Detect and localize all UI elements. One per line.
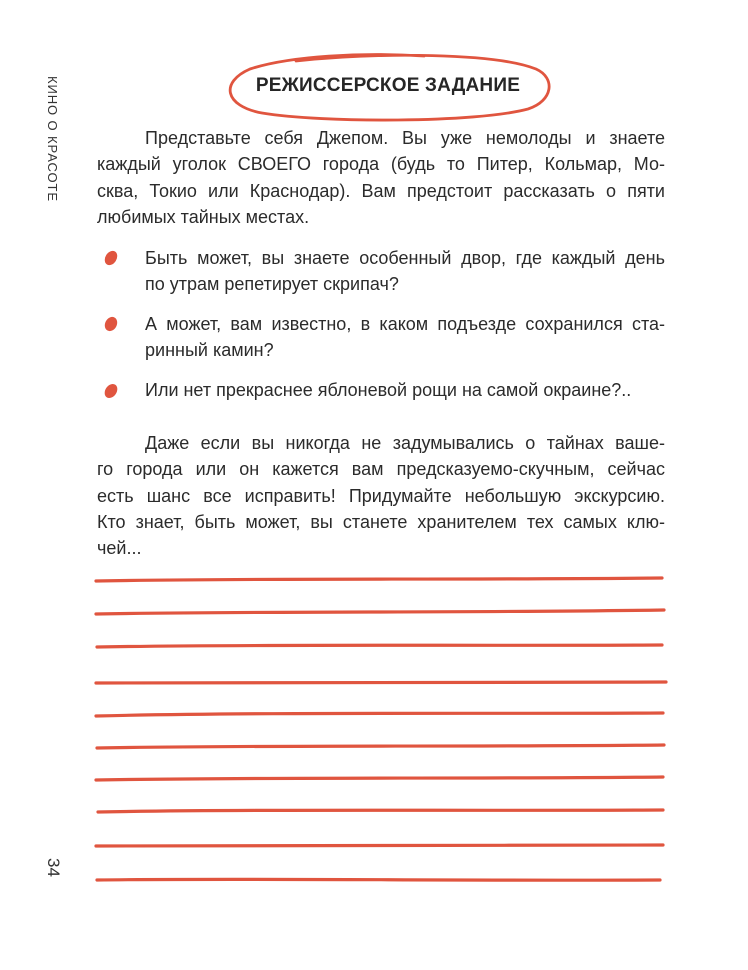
outro-line: го города или он кажется вам предсказуемо-скучным, сейчас bbox=[97, 459, 665, 480]
intro-line: Представьте себя Джепом. Вы уже немолоды и знаете bbox=[145, 128, 665, 148]
writing-line bbox=[97, 879, 660, 880]
outro-line: чей... bbox=[97, 538, 142, 559]
outro-line: есть шанс все исправить! Придумайте небольшую экскурсию. bbox=[97, 485, 665, 506]
writing-line bbox=[96, 713, 663, 716]
writing-line bbox=[96, 682, 666, 683]
writing-line bbox=[97, 645, 662, 647]
outro-paragraph bbox=[97, 430, 665, 561]
intro-line: каждый уголок СВОЕГО города (будь то Питер, Кольмар, Мо- bbox=[97, 154, 665, 175]
writing-line bbox=[96, 610, 664, 614]
task-title: РЕЖИССЕРСКОЕ ЗАДАНИЕ bbox=[255, 75, 521, 96]
bullet-line: по утрам репетирует скрипач? bbox=[145, 274, 399, 295]
bullet-dot-icon bbox=[102, 314, 120, 334]
bullet-line: А может, вам известно, в каком подъезде сохранился ста- bbox=[145, 314, 665, 334]
bullet-item bbox=[145, 245, 665, 298]
writing-lines bbox=[96, 578, 666, 880]
intro-line: сква, Токио или Краснодар). Вам предстоит рассказать о пяти bbox=[97, 180, 665, 201]
intro-line: любимых тайных местах. bbox=[97, 206, 310, 227]
writing-line bbox=[96, 777, 663, 780]
bullet-dot-icon bbox=[102, 248, 120, 268]
bullet-line: ринный камин? bbox=[145, 340, 274, 361]
bullet-line: Быть может, вы знаете особенный двор, где каждый день bbox=[145, 248, 665, 268]
intro-paragraph bbox=[97, 125, 665, 230]
outro-line: Кто знает, быть может, вы станете хранителем тех самых клю- bbox=[97, 511, 665, 532]
bullet-item bbox=[145, 311, 665, 364]
writing-line bbox=[97, 745, 664, 748]
bullet-dot-icon bbox=[102, 381, 120, 401]
writing-line bbox=[96, 845, 663, 846]
writing-line bbox=[98, 810, 663, 812]
bullet-item bbox=[145, 377, 665, 403]
page-number: 34 bbox=[44, 858, 63, 877]
writing-line bbox=[96, 578, 662, 581]
bullet-line: Или нет прекраснее яблоневой рощи на самой окраине?.. bbox=[145, 380, 632, 400]
running-head: КИНО О КРАСОТЕ bbox=[45, 76, 60, 202]
outro-line: Даже если вы никогда не задумывались о тайнах ваше- bbox=[145, 433, 665, 453]
